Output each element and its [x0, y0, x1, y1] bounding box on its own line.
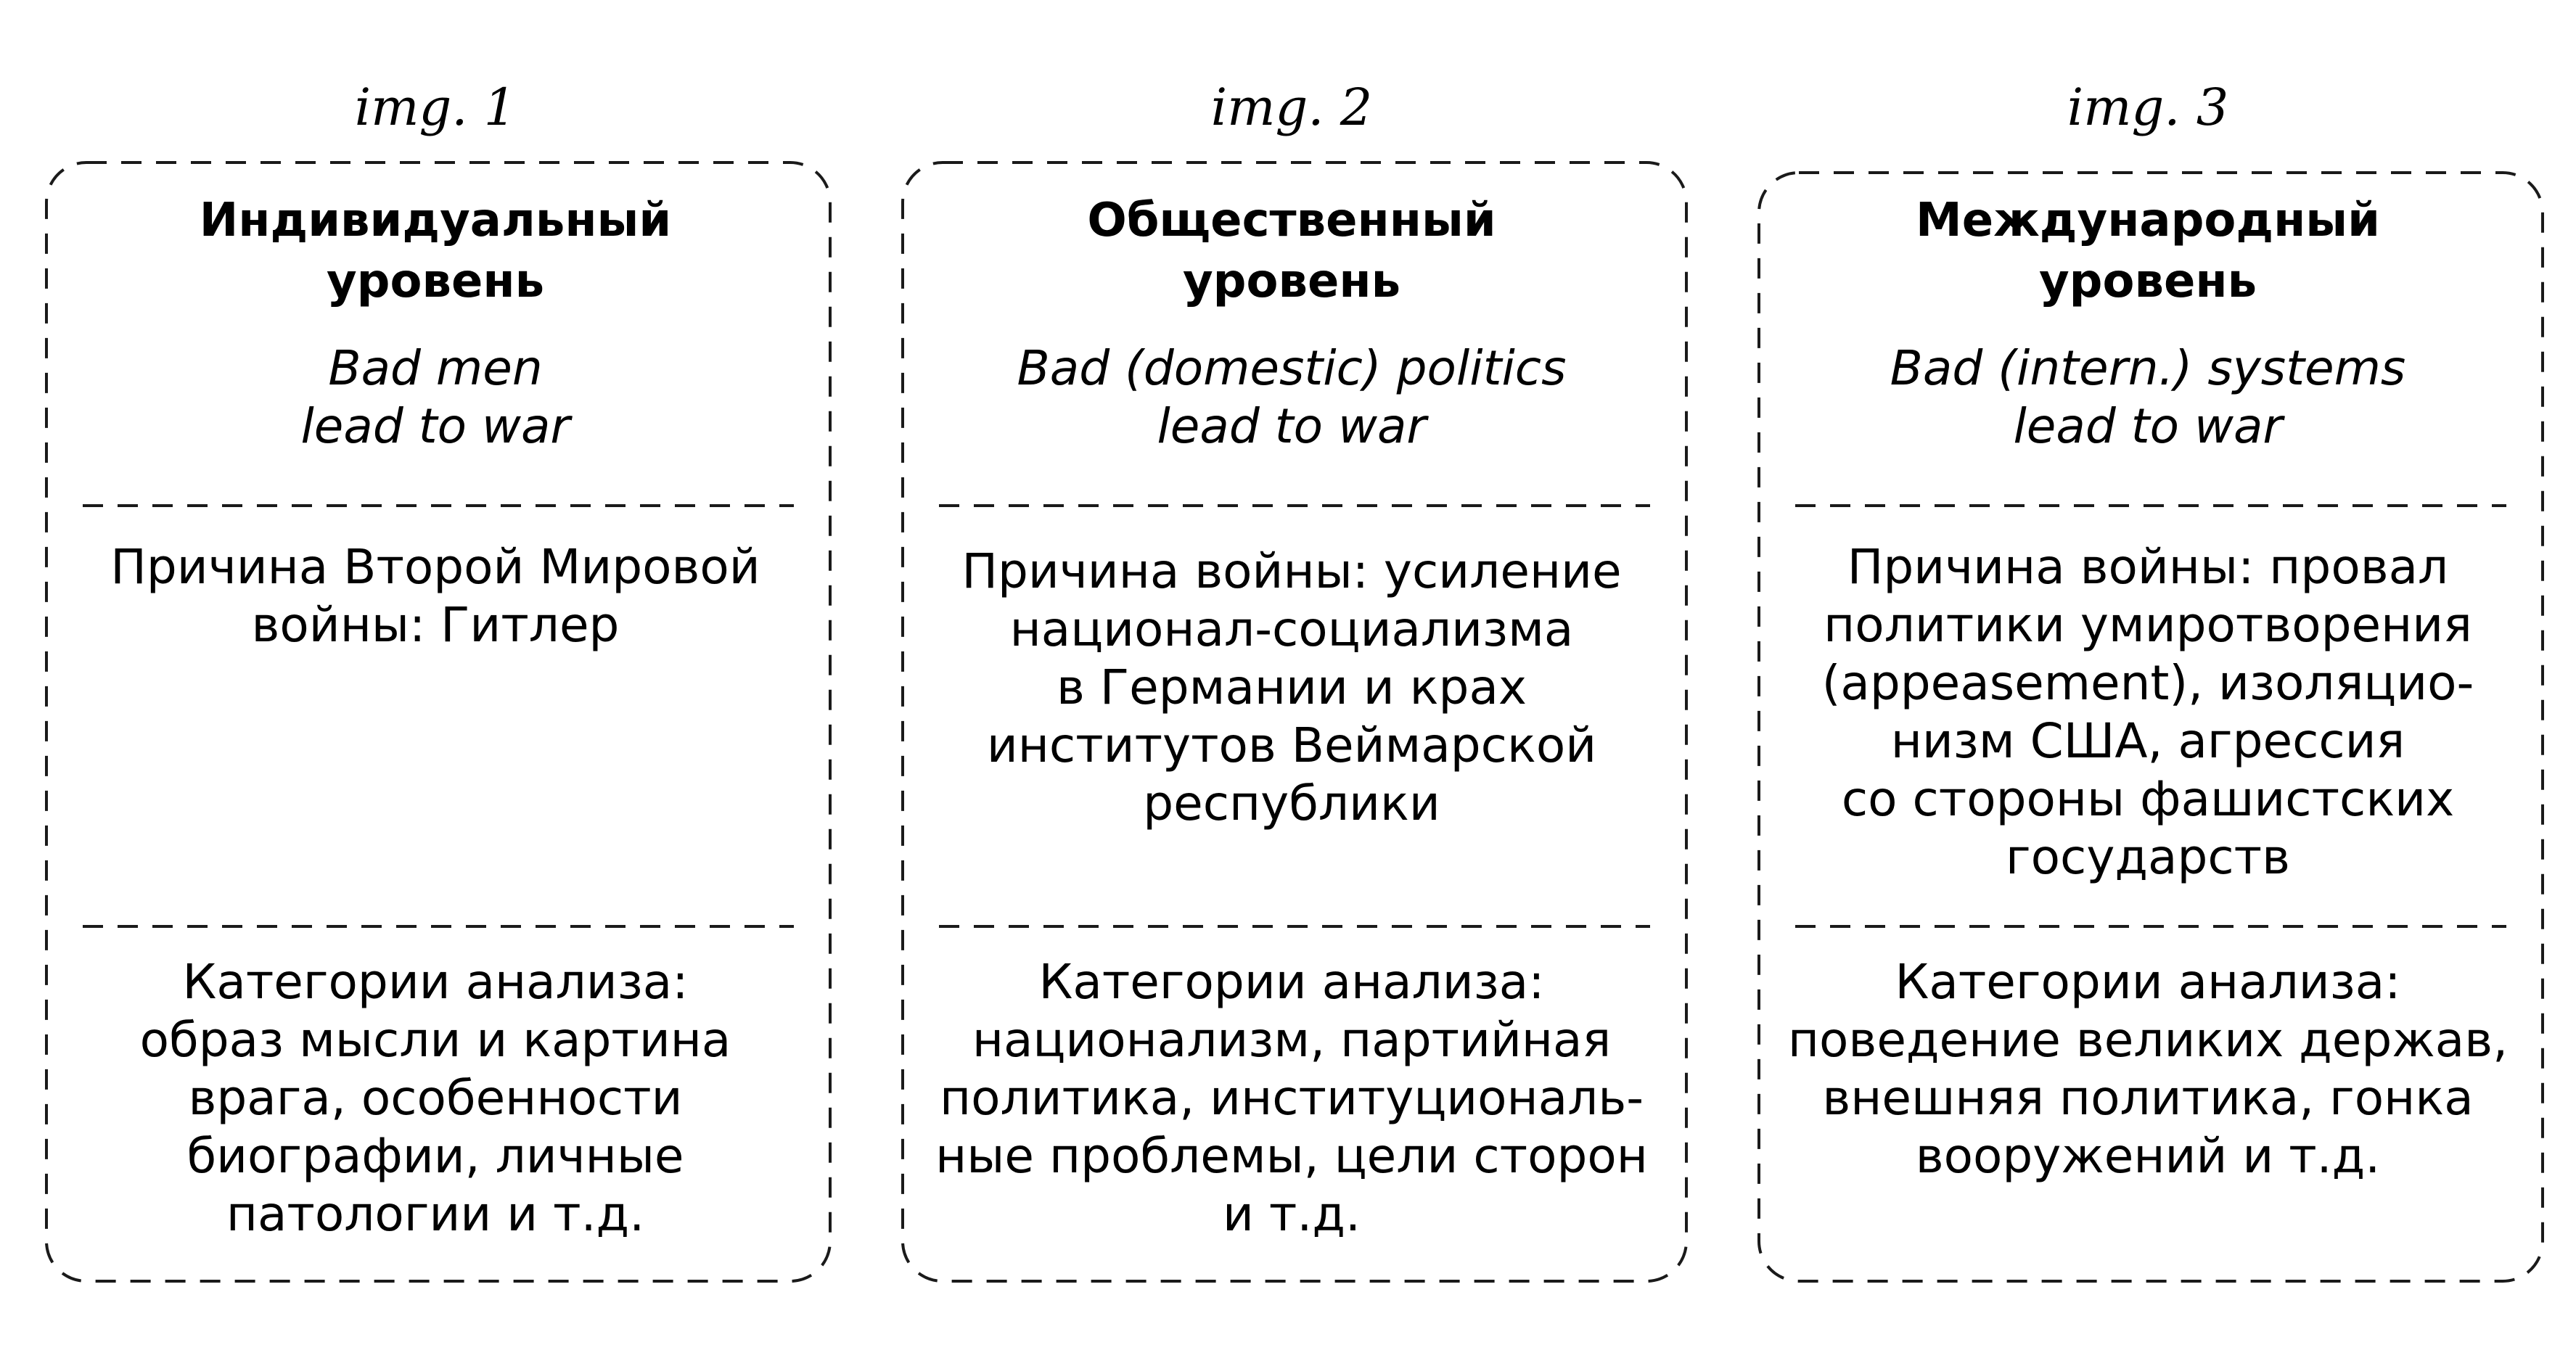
column-3-subtitle: Bad (intern.) systems lead to war: [1890, 340, 2406, 454]
column-1-caption: img. 1: [354, 78, 517, 137]
column-1-subtitle: Bad men lead to war: [300, 340, 570, 454]
column-2-categories: Категории анализа: национализм, партийная политика, институциональ- ные проблемы, цели сторон и т.д.: [935, 954, 1648, 1242]
column-2-caption: img. 2: [1210, 78, 1373, 137]
column-3-cause: Причина войны: провал политики умиротворения (appeasement), изоляцио- низм США, агрессия со стороны фашистских государств: [1821, 539, 2474, 885]
column-3-categories: Категории анализа: поведение великих держав, внешняя политика, гонка вооружений и т.д.: [1787, 954, 2509, 1184]
column-2-title: Общественный уровень: [1087, 194, 1496, 308]
column-2-cause: Причина войны: усиление национал-социализма в Германии и крах институтов Веймарской республики: [961, 543, 1622, 831]
column-3-caption: img. 3: [2067, 78, 2229, 137]
column-1-categories: Категории анализа: образ мысли и картина врага, особенности биографии, личные патологии и т.д.: [139, 954, 731, 1242]
column-1-title: Индивидуальный уровень: [199, 194, 672, 308]
column-2-subtitle: Bad (domestic) politics lead to war: [1017, 340, 1567, 454]
column-3-title: Международный уровень: [1916, 194, 2380, 308]
column-1-cause: Причина Второй Мировой войны: Гитлер: [110, 539, 760, 653]
